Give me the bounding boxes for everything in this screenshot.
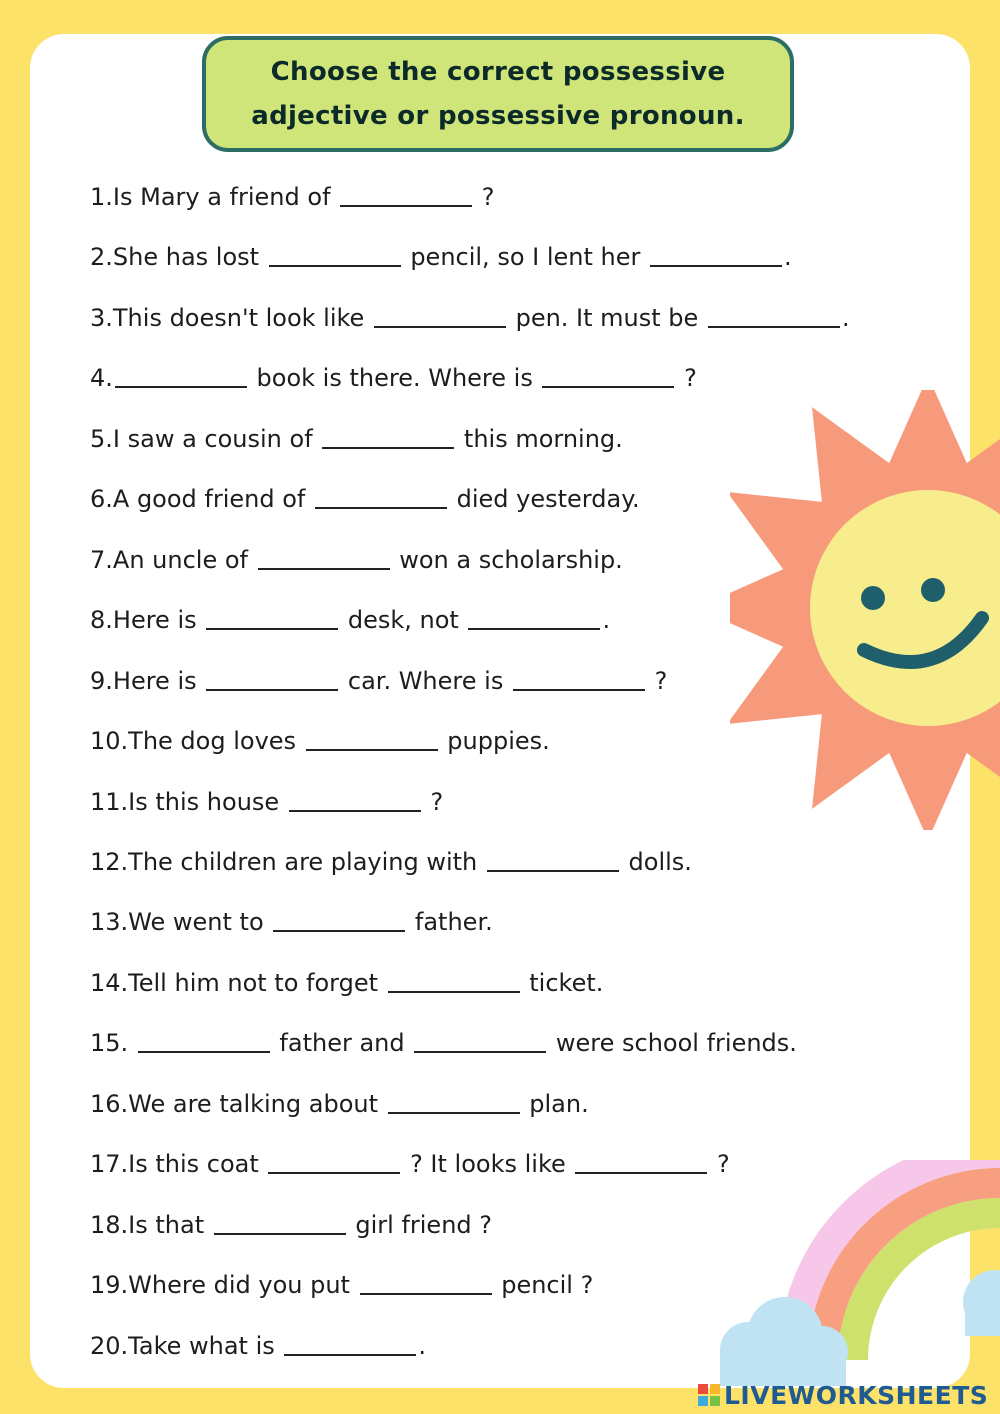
answer-blank[interactable] [138, 1023, 270, 1053]
answer-blank[interactable] [289, 782, 421, 812]
question-text: ? [646, 666, 668, 695]
question-text: were school friends. [548, 1029, 797, 1058]
question-text: 4. [90, 364, 113, 393]
question-text: 12.The children are playing with [90, 847, 485, 876]
answer-blank[interactable] [268, 1144, 400, 1174]
answer-blank[interactable] [708, 298, 840, 328]
answer-blank[interactable] [115, 358, 247, 388]
question-text: 7.An uncle of [90, 545, 256, 574]
question-9 [90, 661, 667, 701]
question-text: pen. It must be [507, 303, 706, 332]
instruction-title-line-2: adjective or possessive pronoun. [251, 101, 745, 131]
question-text: . [841, 303, 850, 332]
question-text: father and [271, 1029, 413, 1058]
answer-blank[interactable] [306, 721, 438, 751]
instruction-title-line-1: Choose the correct possessive [270, 57, 726, 87]
question-text: 14.Tell him not to forget [90, 968, 386, 997]
answer-blank[interactable] [322, 419, 454, 449]
question-text: . [784, 243, 792, 272]
answer-blank[interactable] [206, 600, 338, 630]
question-15 [90, 1023, 797, 1063]
answer-blank[interactable] [258, 540, 390, 570]
answer-blank[interactable] [214, 1205, 346, 1235]
answer-blank[interactable] [388, 1084, 520, 1114]
question-20 [90, 1326, 426, 1366]
question-text: 13.We went to [90, 908, 272, 937]
rainbow-icon [715, 1160, 1000, 1386]
footer-branding [698, 1380, 988, 1410]
answer-blank[interactable] [575, 1144, 707, 1174]
answer-blank[interactable] [360, 1265, 492, 1295]
question-4 [90, 358, 697, 398]
question-text: girl friend ? [347, 1210, 493, 1239]
question-16 [90, 1084, 589, 1124]
question-5 [90, 419, 623, 459]
answer-blank[interactable] [542, 358, 674, 388]
question-18 [90, 1205, 492, 1245]
question-text: 19.Where did you put [90, 1271, 358, 1300]
question-text: ? [422, 787, 444, 816]
question-text: 10.The dog loves [90, 727, 304, 756]
answer-blank[interactable] [269, 237, 401, 267]
question-7 [90, 540, 623, 580]
question-12 [90, 842, 692, 882]
question-text: won a scholarship. [391, 545, 623, 574]
question-13 [90, 902, 493, 942]
question-1 [90, 177, 495, 217]
question-11 [90, 782, 443, 822]
question-text: plan. [521, 1089, 589, 1118]
answer-blank[interactable] [650, 237, 782, 267]
question-text: 11.Is this house [90, 787, 287, 816]
answer-blank[interactable] [513, 661, 645, 691]
answer-blank[interactable] [315, 479, 447, 509]
question-text: this morning. [456, 424, 623, 453]
question-19 [90, 1265, 593, 1305]
answer-blank[interactable] [414, 1023, 546, 1053]
question-text: dolls. [620, 847, 692, 876]
question-text: ? It looks like [402, 1150, 574, 1179]
answer-blank[interactable] [206, 661, 338, 691]
question-text: book is there. Where is [248, 364, 541, 393]
answer-blank[interactable] [340, 177, 472, 207]
question-6 [90, 479, 640, 519]
question-text: . [418, 1331, 427, 1360]
answer-blank[interactable] [374, 298, 506, 328]
question-text: ? [676, 364, 697, 393]
question-text: died yesterday. [449, 485, 640, 514]
question-text: ticket. [521, 968, 604, 997]
question-10 [90, 721, 550, 761]
answer-blank[interactable] [273, 902, 405, 932]
liveworksheets-logo-icon [698, 1384, 720, 1406]
question-text: 8.Here is [90, 606, 205, 635]
question-8 [90, 600, 610, 640]
question-text: puppies. [439, 727, 550, 756]
question-text: ? [709, 1150, 730, 1179]
sun-right-eye [921, 578, 945, 602]
question-17 [90, 1144, 730, 1184]
question-text: . [602, 606, 611, 635]
sun-left-eye [861, 586, 885, 610]
question-text: 17.Is this coat [90, 1150, 267, 1179]
cloud-icon-right [963, 1270, 1000, 1336]
answer-blank[interactable] [487, 842, 619, 872]
question-2 [90, 237, 792, 277]
question-text: 3.This doesn't look like [90, 303, 372, 332]
question-text: pencil ? [493, 1271, 594, 1300]
question-text: desk, not [340, 606, 467, 635]
question-14 [90, 963, 603, 1003]
question-3 [90, 298, 850, 338]
question-text: 9.Here is [90, 666, 205, 695]
question-text: car. Where is [340, 666, 511, 695]
question-text: 5.I saw a cousin of [90, 424, 321, 453]
question-text: pencil, so I lent her [402, 243, 648, 272]
instruction-title-box [202, 36, 794, 152]
question-text: 18.Is that [90, 1210, 212, 1239]
brand-name: LIVEWORKSHEETS [724, 1380, 989, 1410]
answer-blank[interactable] [468, 600, 600, 630]
question-text: 15. [90, 1029, 136, 1058]
question-text: 20.Take what is [90, 1331, 283, 1360]
question-text: 6.A good friend of [90, 485, 313, 514]
question-text: ? [474, 183, 495, 211]
question-text: 1.Is Mary a friend of [90, 183, 339, 211]
question-text: 2.She has lost [90, 243, 267, 272]
answer-blank[interactable] [388, 963, 520, 993]
sun-smiley-icon [730, 390, 1000, 830]
question-text: 16.We are talking about [90, 1089, 386, 1118]
answer-blank[interactable] [284, 1326, 416, 1356]
question-text: father. [407, 908, 493, 937]
